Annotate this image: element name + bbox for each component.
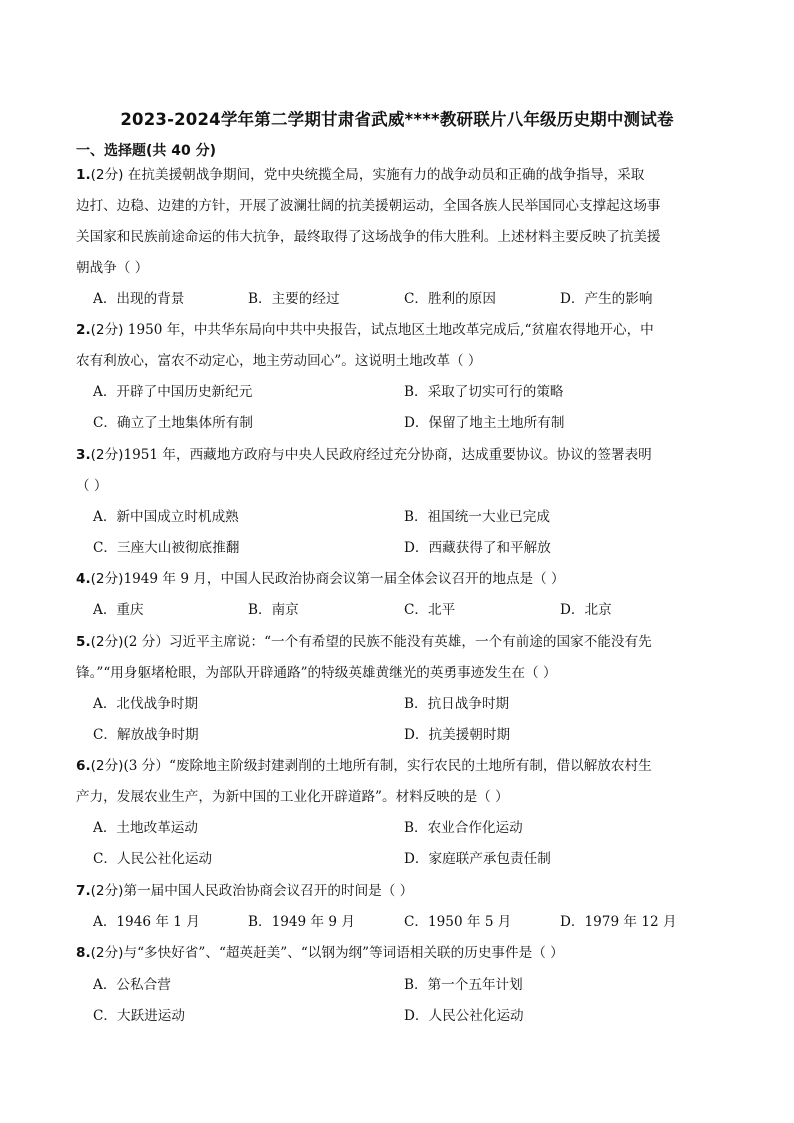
question-number: 6. <box>76 758 91 774</box>
question-3-option-c[interactable]: C．三座大山被彻底推翻 <box>93 540 240 556</box>
question-6-option-c[interactable]: C．人民公社化运动 <box>93 851 213 867</box>
question-number: 7. <box>76 883 91 899</box>
question-4-option-a[interactable]: A．重庆 <box>93 602 144 618</box>
question-5-option-c[interactable]: C．解放战争时期 <box>93 727 199 743</box>
question-5-option-d[interactable]: D．抗美援朝时期 <box>404 727 511 743</box>
question-6-option-a[interactable]: A．土地改革运动 <box>93 820 198 836</box>
question-score: (2分) <box>90 322 124 338</box>
question-5-line-1: 5.(2分)(2 分）习近平主席说：“一个有希望的民族不能没有英雄，一个有前途的国家不能没有先 <box>76 634 652 650</box>
question-3-option-b[interactable]: B．祖国统一大业已完成 <box>404 509 550 525</box>
question-1-option-b[interactable]: B．主要的经过 <box>248 291 340 307</box>
question-1-option-c[interactable]: C．胜利的原因 <box>404 291 496 307</box>
question-number: 4. <box>76 571 91 587</box>
question-number: 3. <box>76 447 91 463</box>
question-score: (2分) <box>90 571 124 587</box>
question-1-line-1: 1.(2分) 在抗美援朝战争期间，党中央统揽全局，实施有力的战争动员和正确的战争指导，采取 <box>76 167 645 183</box>
question-score: (2分) <box>90 447 124 463</box>
question-2-line-2: 农有利放心，富农不动定心，地主劳动回心”。这说明土地改革（ ） <box>76 353 482 369</box>
question-score: (2分) <box>90 945 124 961</box>
question-8-option-d[interactable]: D．人民公社化运动 <box>404 1008 524 1024</box>
question-4-option-d[interactable]: D．北京 <box>560 602 612 618</box>
question-2-option-d[interactable]: D．保留了地主土地所有制 <box>404 415 565 431</box>
question-number: 2. <box>76 322 91 338</box>
question-number: 8. <box>76 945 91 961</box>
question-7-option-b[interactable]: B．1949 年 9 月 <box>248 914 355 930</box>
question-8-line-1: 8.(2分)与“多快好省”、“超英赶美”、“以钢为纲”等词语相关联的历史事件是（ ） <box>76 945 564 961</box>
question-5-option-a[interactable]: A．北伐战争时期 <box>93 696 198 712</box>
question-6-option-b[interactable]: B．农业合作化运动 <box>404 820 523 836</box>
question-6-line-2: 产力，发展农业生产，为新中国的工业化开辟道路”。材料反映的是（ ） <box>76 789 509 805</box>
question-4-option-c[interactable]: C．北平 <box>404 602 456 618</box>
question-2-line-1: 2.(2分) 1950 年，中共华东局向中共中央报告，试点地区土地改革完成后,“贫雇农得地开心，中 <box>76 322 654 338</box>
question-1-option-d[interactable]: D．产生的影响 <box>560 291 653 307</box>
question-5-option-b[interactable]: B．抗日战争时期 <box>404 696 510 712</box>
section-heading: 一、选择题(共 40 分) <box>76 143 217 159</box>
question-7-option-c[interactable]: C．1950 年 5 月 <box>404 914 512 930</box>
question-number: 1. <box>76 167 91 183</box>
question-5-line-2: 锋。”“用身躯堵枪眼，为部队开辟通路”的特级英雄黄继光的英勇事迹发生在（ ） <box>76 665 557 681</box>
question-7-option-d[interactable]: D．1979 年 12 月 <box>560 914 677 930</box>
question-score: (2分) <box>90 167 124 183</box>
question-8-option-b[interactable]: B．第一个五年计划 <box>404 977 523 993</box>
question-3-option-a[interactable]: A．新中国成立时机成熟 <box>93 509 239 525</box>
question-2-option-b[interactable]: B．采取了切实可行的策略 <box>404 384 564 400</box>
question-1-line-4: 朝战争（ ） <box>76 260 149 276</box>
question-1-option-a[interactable]: A．出现的背景 <box>93 291 185 307</box>
question-score: (2分) <box>90 758 124 774</box>
question-score: (2分) <box>90 634 124 650</box>
question-3-line-2: （ ） <box>76 478 108 494</box>
question-2-option-c[interactable]: C．确立了土地集体所有制 <box>93 415 253 431</box>
question-score: (2分) <box>90 883 124 899</box>
question-8-option-c[interactable]: C．大跃进运动 <box>93 1008 185 1024</box>
question-6-line-1: 6.(2分)(3 分）“废除地主阶级封建剥削的土地所有制，实行农民的土地所有制，借以解放农村生 <box>76 758 652 774</box>
question-6-option-d[interactable]: D．家庭联产承包责任制 <box>404 851 551 867</box>
question-4-line-1: 4.(2分)1949 年 9 月，中国人民政治协商会议第一届全体会议召开的地点是（ ） <box>76 571 565 587</box>
question-8-option-a[interactable]: A．公私合营 <box>93 977 171 993</box>
question-3-line-1: 3.(2分)1951 年，西藏地方政府与中央人民政府经过充分协商，达成重要协议。协议的签署表明 <box>76 447 652 463</box>
question-1-line-3: 关国家和民族前途命运的伟大抗争，最终取得了这场战争的伟大胜利。上述材料主要反映了抗美援 <box>76 229 661 245</box>
question-number: 5. <box>76 634 91 650</box>
question-7-option-a[interactable]: A．1946 年 1 月 <box>93 914 200 930</box>
question-3-option-d[interactable]: D．西藏获得了和平解放 <box>404 540 551 556</box>
question-7-line-1: 7.(2分)第一届中国人民政治协商会议召开的时间是（ ） <box>76 883 414 899</box>
question-4-option-b[interactable]: B．南京 <box>248 602 299 618</box>
exam-title: 2023-2024学年第二学期甘肃省武威****教研联片八年级历史期中测试卷 <box>120 110 674 129</box>
question-2-option-a[interactable]: A．开辟了中国历史新纪元 <box>93 384 253 400</box>
question-1-line-2: 边打、边稳、边建的方针，开展了波澜壮阔的抗美援朝运动，全国各族人民举国同心支撑起这场事 <box>76 198 661 214</box>
